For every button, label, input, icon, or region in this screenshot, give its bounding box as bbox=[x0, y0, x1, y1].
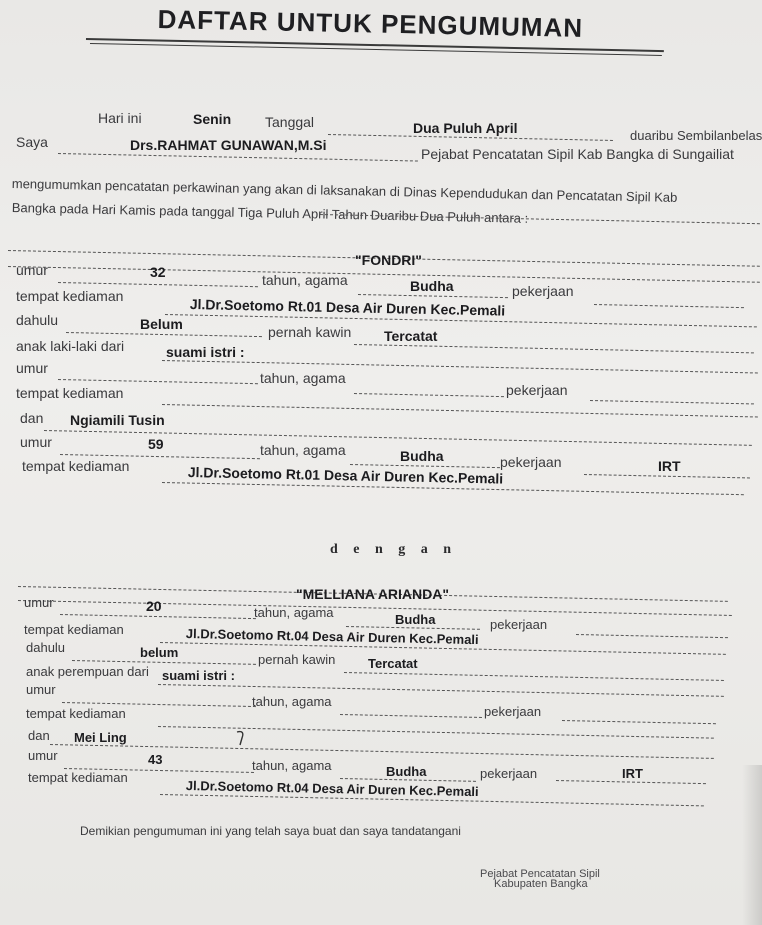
groom-name-dots bbox=[8, 266, 760, 283]
bride-tahun-agama-label: tahun, agama bbox=[254, 605, 334, 620]
page-shadow bbox=[742, 765, 762, 925]
groom-ibu-agama: Budha bbox=[400, 448, 444, 464]
groom-anak-label: anak laki-laki dari bbox=[16, 338, 125, 354]
bride-ibu-umur: 43 bbox=[148, 752, 163, 767]
bride-umur-dots bbox=[60, 614, 256, 619]
hari-value: Senin bbox=[193, 111, 232, 127]
groom-name: "FONDRI" bbox=[355, 252, 422, 268]
groom-ayah-tempat-label: tempat kediaman bbox=[16, 385, 124, 401]
bride-ayah-tempat-label: tempat kediaman bbox=[26, 706, 126, 721]
groom-agama: Budha bbox=[410, 278, 454, 294]
groom-ibu-tempat-label: tempat kediaman bbox=[22, 458, 130, 474]
groom-tahun-agama-label: tahun, agama bbox=[262, 272, 348, 288]
bride-tempat-label: tempat kediaman bbox=[24, 622, 124, 637]
bride-ayah-tahun-agama-label: tahun, agama bbox=[252, 694, 332, 709]
bride-alamat: Jl.Dr.Soetomo Rt.04 Desa Air Duren Kec.Pemali bbox=[185, 626, 479, 648]
bride-ibu-tahun-agama-label: tahun, agama bbox=[252, 758, 332, 773]
groom-umur-dots bbox=[58, 282, 258, 287]
groom-ibu-umur-label: umur bbox=[20, 434, 52, 450]
bride-pekerjaan-dots bbox=[576, 634, 728, 638]
signature-line-2: Kabupaten Bangka bbox=[494, 878, 588, 890]
groom-pekerjaan-dots bbox=[594, 304, 744, 308]
groom-pernah-label: pernah kawin bbox=[268, 324, 352, 340]
tahun-value: duaribu Sembilanbelas bbox=[630, 128, 762, 143]
saya-label: Saya bbox=[16, 134, 48, 150]
groom-pekerjaan-label: pekerjaan bbox=[512, 283, 574, 299]
groom-alamat: Jl.Dr.Soetomo Rt.01 Desa Air Duren Kec.Pemali bbox=[189, 296, 506, 319]
bride-pekerjaan-label: pekerjaan bbox=[490, 617, 548, 632]
tanggal-value: Dua Puluh April bbox=[413, 120, 518, 136]
groom-umur: 32 bbox=[150, 264, 166, 280]
groom-umur-label: umur bbox=[16, 262, 48, 278]
jabatan-text: Pejabat Pencatatan Sipil Kab Bangka di Sungailiat bbox=[421, 146, 734, 162]
groom-ayah-umur-dots bbox=[58, 379, 258, 384]
groom-dahulu-dots bbox=[66, 332, 262, 337]
groom-ibu-tahun-agama-label: tahun, agama bbox=[260, 442, 346, 458]
bride-dan-label: dan bbox=[28, 728, 50, 743]
bride-ayah-pekerjaan-label: pekerjaan bbox=[484, 704, 542, 719]
dengan-text: d e n g a n bbox=[330, 542, 458, 557]
groom-dahulu: Belum bbox=[140, 316, 183, 332]
bride-agama: Budha bbox=[395, 612, 436, 627]
kalimat-2: Bangka pada Hari Kamis pada tanggal Tiga Puluh April Tahun Duaribu Dua Puluh antara : bbox=[11, 200, 529, 226]
groom-ayah-pekerjaan-dots bbox=[590, 400, 754, 404]
saya-dots bbox=[58, 153, 418, 162]
groom-ibu-pekerjaan-label: pekerjaan bbox=[500, 454, 562, 470]
bride-orangtua-dots bbox=[158, 684, 724, 697]
groom-ibu-nama: Ngiamili Tusin bbox=[70, 412, 165, 428]
groom-ibu-umur: 59 bbox=[148, 436, 164, 452]
bride-umur-label: umur bbox=[24, 595, 54, 610]
bride-ibu-tempat-label: tempat kediaman bbox=[28, 770, 128, 785]
document-title: DAFTAR UNTUK PENGUMUMAN bbox=[157, 4, 584, 43]
groom-ibu-pekerjaan: IRT bbox=[658, 458, 681, 474]
bride-ayah-umur-label: umur bbox=[26, 682, 56, 697]
groom-pernah-dots bbox=[354, 344, 754, 353]
groom-ayah-agama-dots bbox=[354, 393, 504, 397]
bride-ayah-agama-dots bbox=[340, 714, 482, 718]
bride-dahulu: belum bbox=[140, 645, 179, 660]
pen-mark bbox=[236, 730, 248, 746]
bride-pernah: Tercatat bbox=[368, 656, 418, 671]
bride-orangtua: suami istri : bbox=[162, 668, 235, 683]
bride-name: "MELLIANA ARIANDA" bbox=[296, 586, 450, 602]
bride-ibu-nama: Mei Ling bbox=[74, 730, 127, 745]
groom-orangtua-dots bbox=[162, 360, 758, 373]
tanggal-label: Tanggal bbox=[265, 114, 315, 130]
groom-ayah-tahun-agama-label: tahun, agama bbox=[260, 370, 346, 386]
bride-ibu-umur-label: umur bbox=[28, 748, 58, 763]
bride-umur: 20 bbox=[146, 598, 162, 614]
groom-ayah-alamat-dots bbox=[162, 404, 758, 417]
bride-ibu-agama: Budha bbox=[386, 764, 427, 779]
signature-line-1: Pejabat Pencatatan Sipil bbox=[480, 868, 600, 880]
groom-ibu-alamat: Jl.Dr.Soetomo Rt.01 Desa Air Duren Kec.Pemali bbox=[187, 464, 504, 487]
bride-ibu-alamat: Jl.Dr.Soetomo Rt.04 Desa Air Duren Kec.Pemali bbox=[185, 778, 479, 800]
kalimat-1: mengumumkan pencatatan perkawinan yang akan di laksanakan di Dinas Kependudukan dan Pencatatan Sipil Kab bbox=[11, 176, 678, 205]
groom-ayah-umur-label: umur bbox=[16, 360, 48, 376]
bride-ibu-pekerjaan-dots bbox=[556, 780, 706, 784]
hari-ini-label: Hari ini bbox=[98, 110, 142, 126]
groom-ibu-pekerjaan-dots bbox=[584, 474, 750, 478]
bride-anak-label: anak perempuan dari bbox=[26, 664, 149, 679]
groom-ayah-pekerjaan-label: pekerjaan bbox=[506, 382, 568, 398]
bride-dahulu-label: dahulu bbox=[26, 640, 66, 655]
groom-dan-label: dan bbox=[20, 410, 44, 426]
bride-ayah-pekerjaan-dots bbox=[562, 720, 716, 724]
groom-agama-dots bbox=[358, 294, 508, 298]
groom-dahulu-label: dahulu bbox=[16, 312, 59, 328]
groom-orangtua: suami istri : bbox=[166, 344, 245, 360]
bride-ibu-pekerjaan-label: pekerjaan bbox=[480, 766, 538, 781]
groom-pernah: Tercatat bbox=[384, 328, 438, 344]
groom-tempat-label: tempat kediaman bbox=[16, 288, 124, 304]
pejabat-nama: Drs.RAHMAT GUNAWAN,M.Si bbox=[130, 137, 327, 153]
bride-name-dots bbox=[18, 600, 732, 616]
bride-ibu-pekerjaan: IRT bbox=[622, 766, 643, 781]
bride-pernah-label: pernah kawin bbox=[258, 652, 336, 667]
bride-pernah-dots bbox=[344, 672, 724, 681]
penutup-text: Demikian pengumuman ini yang telah saya buat dan saya tandatangani bbox=[80, 824, 461, 838]
